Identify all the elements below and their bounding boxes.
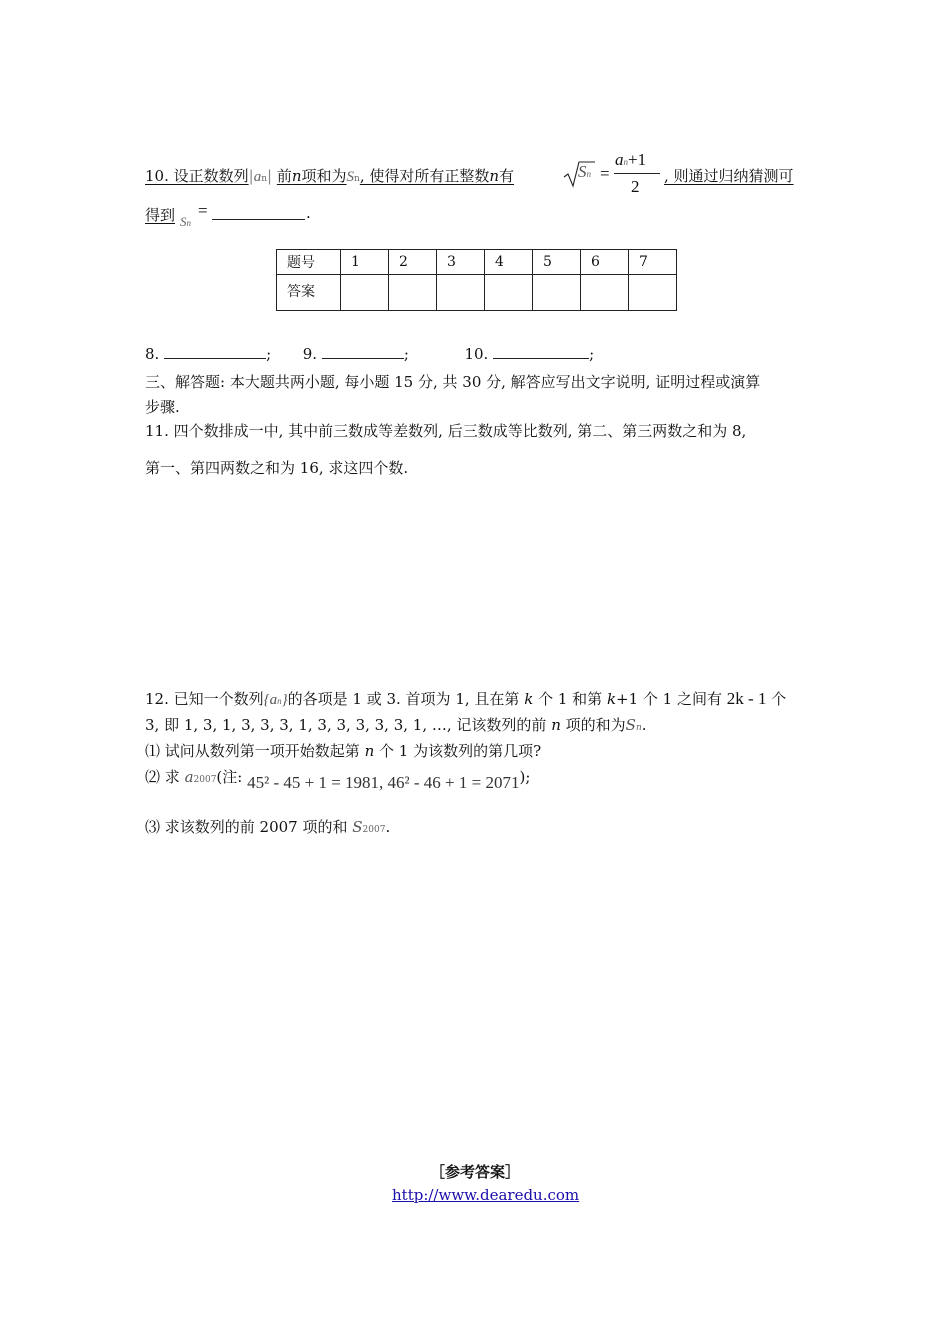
seq-a: a	[253, 169, 262, 185]
seq-brace-close: |	[266, 167, 273, 185]
blank-9[interactable]	[322, 344, 404, 359]
fraction-denominator: 2	[631, 177, 640, 196]
row-label-number: 题号	[277, 250, 341, 275]
answer-cell[interactable]	[485, 275, 533, 311]
col-number: 5	[533, 250, 581, 275]
blank-label-9: 9.	[302, 345, 318, 363]
table-row	[277, 250, 677, 275]
q11-line1: 11. 四个数排成一中, 其中前三数成等差数列, 后三数成等比数列, 第二、第三两数之和为 8,	[145, 422, 747, 440]
col-number: 2	[389, 250, 437, 275]
seq-sub-n: n	[261, 174, 267, 184]
table-row	[277, 275, 677, 311]
q12-sub3: ⑶ 求该数列的前 2007 项的和 S2007.	[145, 818, 391, 836]
sum-S-sub: n	[354, 174, 360, 184]
sqrt-S: Sn	[578, 162, 591, 181]
q10-equals-2: =	[198, 201, 208, 220]
reference-answer-heading: ［参考答案］	[430, 1163, 521, 1181]
q12-sub2: ⑵ 求 a2007(注: 45² - 45 + 1 = 1981, 46² - 46 + 1 = 2071);	[145, 768, 531, 792]
q12-sub1: ⑴ 试问从数列第一项开始数起第 n 个 1 为该数列的第几项?	[145, 742, 542, 760]
q10-period: .	[306, 204, 311, 222]
q12-line1: 12. 已知一个数列{an}的各项是 1 或 3. 首项为 1, 且在第 k 个 1 和第 k+1 个 1 之间有 2k - 1 个	[145, 689, 787, 708]
sum-S: S	[346, 169, 355, 185]
blank-label-8: 8.	[145, 345, 160, 363]
q10-answer-blank[interactable]	[212, 219, 305, 220]
col-number: 4	[485, 250, 533, 275]
seq-brace-open: |	[248, 167, 254, 185]
q10-line2: 得到	[145, 206, 176, 224]
answer-cell[interactable]	[389, 275, 437, 311]
col-number: 6	[581, 250, 629, 275]
website-link[interactable]: http://www.dearedu.com	[392, 1186, 580, 1204]
blank-10[interactable]	[493, 344, 589, 359]
q10-text-1: 10. 设正数数列	[145, 167, 249, 185]
q11-line2: 第一、第四两数之和为 16, 求这四个数.	[145, 459, 409, 477]
q10-line1	[145, 165, 514, 186]
answer-cell[interactable]	[581, 275, 629, 311]
row-label-answer: 答案	[277, 275, 341, 311]
answer-cell[interactable]	[533, 275, 581, 311]
blank-label-10: 10.	[464, 345, 489, 363]
answer-cell[interactable]	[437, 275, 485, 311]
section3-line2: 步骤.	[145, 398, 180, 416]
q10-text-4: , 则通过归纳猜测可	[664, 167, 794, 185]
q12-expr: 2k - 1	[726, 689, 767, 708]
answer-cell[interactable]	[341, 275, 389, 311]
q12-note-math: 45² - 45 + 1 = 1981, 46² - 46 + 1 = 2071	[247, 773, 520, 792]
q10-S-result: Sn	[180, 214, 191, 229]
fill-blanks-row: 8. ; 9. ; 10. ;	[145, 345, 595, 363]
blank-8[interactable]	[164, 344, 266, 359]
col-number: 3	[437, 250, 485, 275]
q10-equals: =	[600, 164, 610, 183]
answer-table	[276, 249, 677, 311]
col-number: 7	[629, 250, 677, 275]
q10-text-2: 前n项和为	[276, 167, 347, 185]
col-number: 1	[341, 250, 389, 275]
fraction-bar	[614, 173, 660, 174]
q10-text-3: , 使得对所有正整数n有	[359, 167, 515, 185]
section3-line1: 三、解答题: 本大题共两小题, 每小题 15 分, 共 30 分, 解答应写出文字说明, 证明过程或演算	[145, 373, 761, 391]
fraction-numerator: an+1	[615, 150, 647, 169]
answer-cell[interactable]	[629, 275, 677, 311]
q12-seq: {an}	[263, 692, 288, 708]
q12-line2: 3, 即 1, 3, 1, 3, 3, 3, 1, 3, 3, 3, 3, 3, 1, …, 记该数列的前 n 项的和为Sn.	[145, 716, 647, 734]
